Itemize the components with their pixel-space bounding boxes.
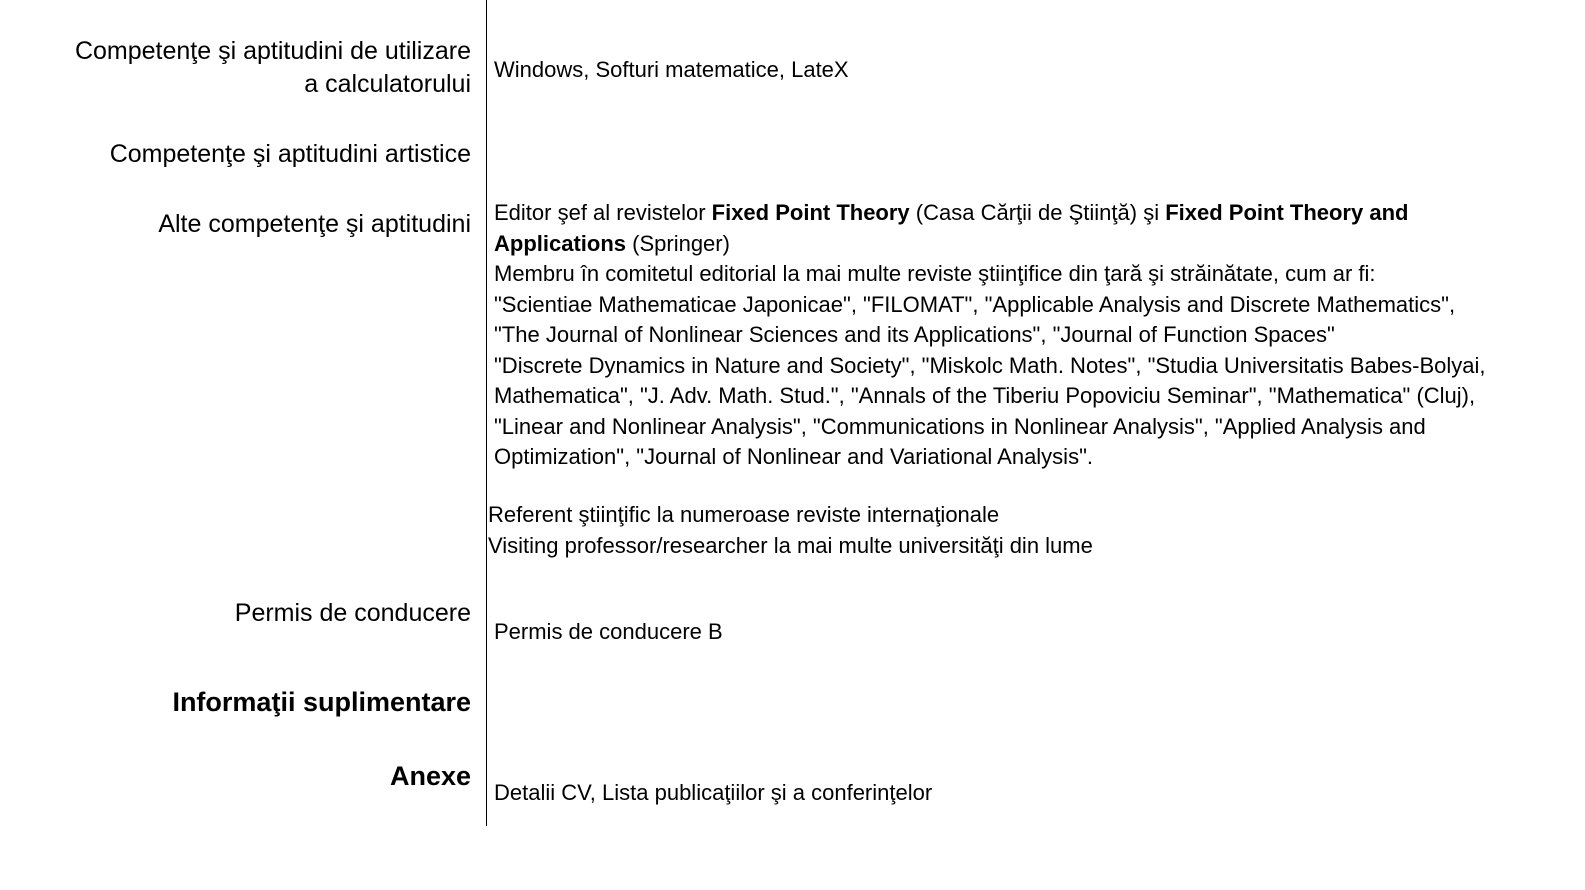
referee-line: Referent ştiinţific la numeroase reviste internaţionale: [488, 502, 1000, 527]
computer-skills-label-line1: Competenţe şi aptitudini de utilizare: [74, 37, 471, 65]
editorial-board-line: Membru în comitetul editorial la mai multe reviste ştiinţifice din ţară şi străinătate, cum ar fi:: [494, 261, 1376, 286]
referee-visiting-block: [488, 500, 1093, 561]
other-skills-value: [494, 198, 1486, 473]
editorial-board-line: "Scientiae Mathematicae Japonicae", "FILOMAT", "Applicable Analysis and Discrete Mathematics",: [494, 291, 1456, 317]
editor-line-1: [494, 198, 1486, 229]
journal-fixed-point-theory: Fixed Point Theory: [711, 200, 910, 225]
editor-line-2: [494, 229, 1486, 260]
editorial-board-line: Mathematica", "J. Adv. Math. Stud.", "Annals of the Tiberiu Popoviciu Seminar", "Mathematica" (Cluj),: [494, 383, 1476, 408]
visiting-line: Visiting professor/researcher la mai multe universităţi din lume: [488, 532, 1093, 558]
journal-fpta-part2: Applications: [494, 230, 627, 256]
editorial-board-line: "The Journal of Nonlinear Sciences and its Applications", "Journal of Function Spaces": [494, 322, 1335, 347]
editorial-board-line: "Linear and Nonlinear Analysis", "Communications in Nonlinear Analysis", "Applied Analysis and: [494, 413, 1426, 439]
driving-licence-value: Permis de conducere B: [494, 619, 723, 644]
editor-prefix: Editor şef al revistelor: [494, 200, 712, 225]
editor-suffix: (Springer): [626, 230, 730, 256]
editorial-board-line: "Discrete Dynamics in Nature and Society", "Miskolc Math. Notes", "Studia Universitatis Babes-Bolyai,: [494, 352, 1486, 378]
editor-middle: (Casa Cărţii de Ştiinţă) şi: [909, 200, 1166, 225]
other-skills-label: Alte competenţe şi aptitudini: [158, 210, 471, 238]
computer-skills-label-line2: a calculatorului: [304, 70, 471, 98]
computer-skills-value: Windows, Softuri matematice, LateX: [494, 57, 849, 82]
annexes-heading: Anexe: [389, 761, 471, 791]
additional-info-heading: Informaţii suplimentare: [172, 687, 471, 717]
journal-fpta-part1: Fixed Point Theory and: [1165, 200, 1409, 225]
annexes-value: Detalii CV, Lista publicaţiilor şi a conferinţelor: [494, 780, 933, 805]
computer-skills-label: [75, 35, 471, 101]
artistic-skills-label: Competenţe şi aptitudini artistice: [109, 140, 471, 168]
driving-licence-label: Permis de conducere: [234, 599, 471, 627]
column-divider: [486, 0, 487, 826]
editorial-board-line: Optimization", "Journal of Nonlinear and Variational Analysis".: [494, 444, 1093, 469]
